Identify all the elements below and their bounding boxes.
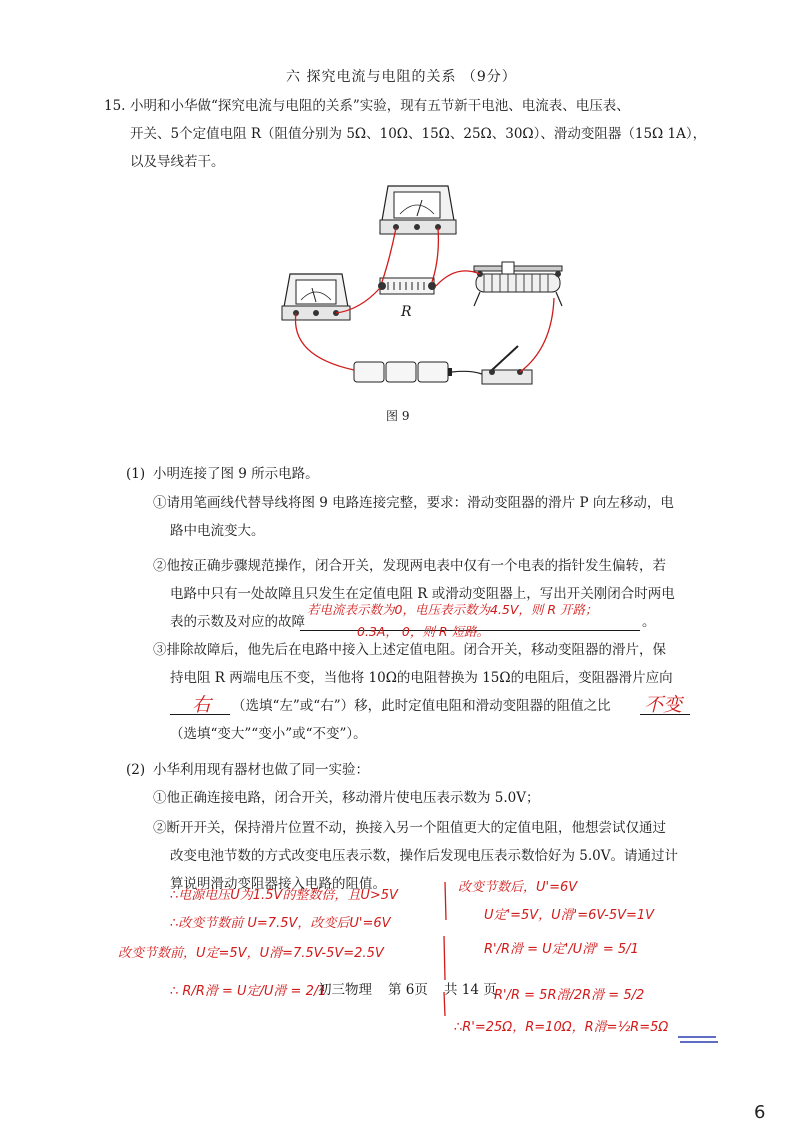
handwritten-right-line4: R'/R = 5R滑/2R滑 = 5/2 <box>494 988 645 1003</box>
part1-text: 小明连接了图 9 所示电路。 <box>153 466 319 482</box>
page-number: 6 <box>754 1102 766 1123</box>
footer-subject: 初三物理 <box>318 982 372 998</box>
rheostat-icon <box>474 262 562 306</box>
handwritten-left-line4: ∴ R/R滑 = U定/U滑 = 2/1 <box>170 984 327 999</box>
voltmeter-icon <box>380 186 456 234</box>
part1-item2-line3: 表的示数及对应的故障 <box>170 614 305 630</box>
handwritten-ratio-answer: 不变 <box>644 694 683 716</box>
part1-item2-line1: ②他按正确步骤规范操作，闭合开关，发现两电表中仅有一个电表的指针发生偏转，若 <box>153 558 666 574</box>
footer-total: 共 14 页 <box>444 982 497 998</box>
part1-item2-end: 。 <box>642 614 656 630</box>
battery-icon <box>354 362 452 382</box>
handwritten-direction-answer: 右 <box>192 694 212 716</box>
part1-item3-line2: 持电阻 R 两端电压不变，当他将 10Ω的电阻替换为 15Ω的电阻后，变阻器滑片应向 <box>170 670 673 686</box>
handwritten-divider <box>440 880 450 1020</box>
part1-item3-line3: （选填“左”或“右”）移，此时定值电阻和滑动变阻器的阻值之比 <box>232 698 611 714</box>
question-intro-line3: 以及导线若干。 <box>130 154 225 170</box>
resistor-label: R <box>401 304 412 320</box>
part2-item2-line1: ②断开开关，保持滑片位置不动，换接入另一个阻值更大的定值电阻，他想尝试仅通过 <box>153 820 666 836</box>
question-intro-line2: 开关、5个定值电阻 R（阻值分别为 5Ω、10Ω、15Ω、25Ω、30Ω）、滑动变阻器（15Ω 1A）， <box>130 126 707 142</box>
handwritten-right-line3: R'/R滑 = U定'/U滑' = 5/1 <box>484 942 639 957</box>
part1-label: (1) <box>126 466 146 482</box>
resistor-icon <box>378 278 436 294</box>
section-title: 六 探究电流与电阻的关系 （9分） <box>286 69 517 85</box>
handwritten-right-line5: ∴R'=25Ω，R=10Ω，R滑=½R=5Ω <box>454 1020 669 1035</box>
handwritten-left-line2: ∴改变节数前 U=7.5V，改变后U'=6V <box>170 916 391 931</box>
answer-double-underline <box>676 1034 720 1046</box>
part2-item2-line3: 算说明滑动变阻器接入电路的阻值。 <box>170 876 386 892</box>
handwritten-left-line3: 改变节数前，U定=5V，U滑=7.5V-5V=2.5V <box>118 946 384 961</box>
handwritten-right-line1: 改变节数后，U'=6V <box>458 880 578 895</box>
part2-item1: ①他正确连接电路，闭合开关，移动滑片使电压表示数为 5.0V； <box>153 790 540 806</box>
handwritten-fault-answer-a: 若电流表示数为0，电压表示数为4.5V，则 R 开路； <box>307 602 598 617</box>
part2-item2-line2: 改变电池节数的方式改变电压表示数，操作后发现电压表示数恰好为 5.0V。请通过计 <box>170 848 679 864</box>
question-intro-line1: 小明和小华做“探究电流与电阻的关系”实验，现有五节新干电池、电流表、电压表、 <box>130 98 630 114</box>
handwritten-fault-answer-b: 0.3A， 0，则 R 短路。 <box>357 624 489 639</box>
part1-item3-line1: ③排除故障后，他先后在电路中接入上述定值电阻。闭合开关，移动变阻器的滑片，保 <box>153 642 666 658</box>
figure-caption: 图 9 <box>386 409 410 423</box>
part2-label: (2) <box>126 762 146 778</box>
question-number: 15. <box>104 98 126 114</box>
part1-item1-line1: ①请用笔画线代替导线将图 9 电路连接完整，要求：滑动变阻器的滑片 P 向左移动，电 <box>153 495 674 511</box>
ammeter-icon <box>282 274 350 320</box>
footer-page: 第 6页 <box>388 982 428 998</box>
handwritten-left-line1: ∴电源电压U为1.5V的整数倍，且U>5V <box>170 888 398 903</box>
part2-text: 小华利用现有器材也做了同一实验： <box>153 762 369 778</box>
part1-item2-line2: 电路中只有一处故障且只发生在定值电阻 R 或滑动变阻器上，写出开关刚闭合时两电 <box>170 586 675 602</box>
switch-icon <box>482 346 532 384</box>
part1-item3-line4: （选填“变大”“变小”或“不变”）。 <box>170 726 367 742</box>
handwritten-right-line2: U定'=5V，U滑'=6V-5V=1V <box>484 908 655 923</box>
circuit-figure <box>270 178 570 398</box>
part1-item1-line2: 路中电流变大。 <box>170 523 265 539</box>
